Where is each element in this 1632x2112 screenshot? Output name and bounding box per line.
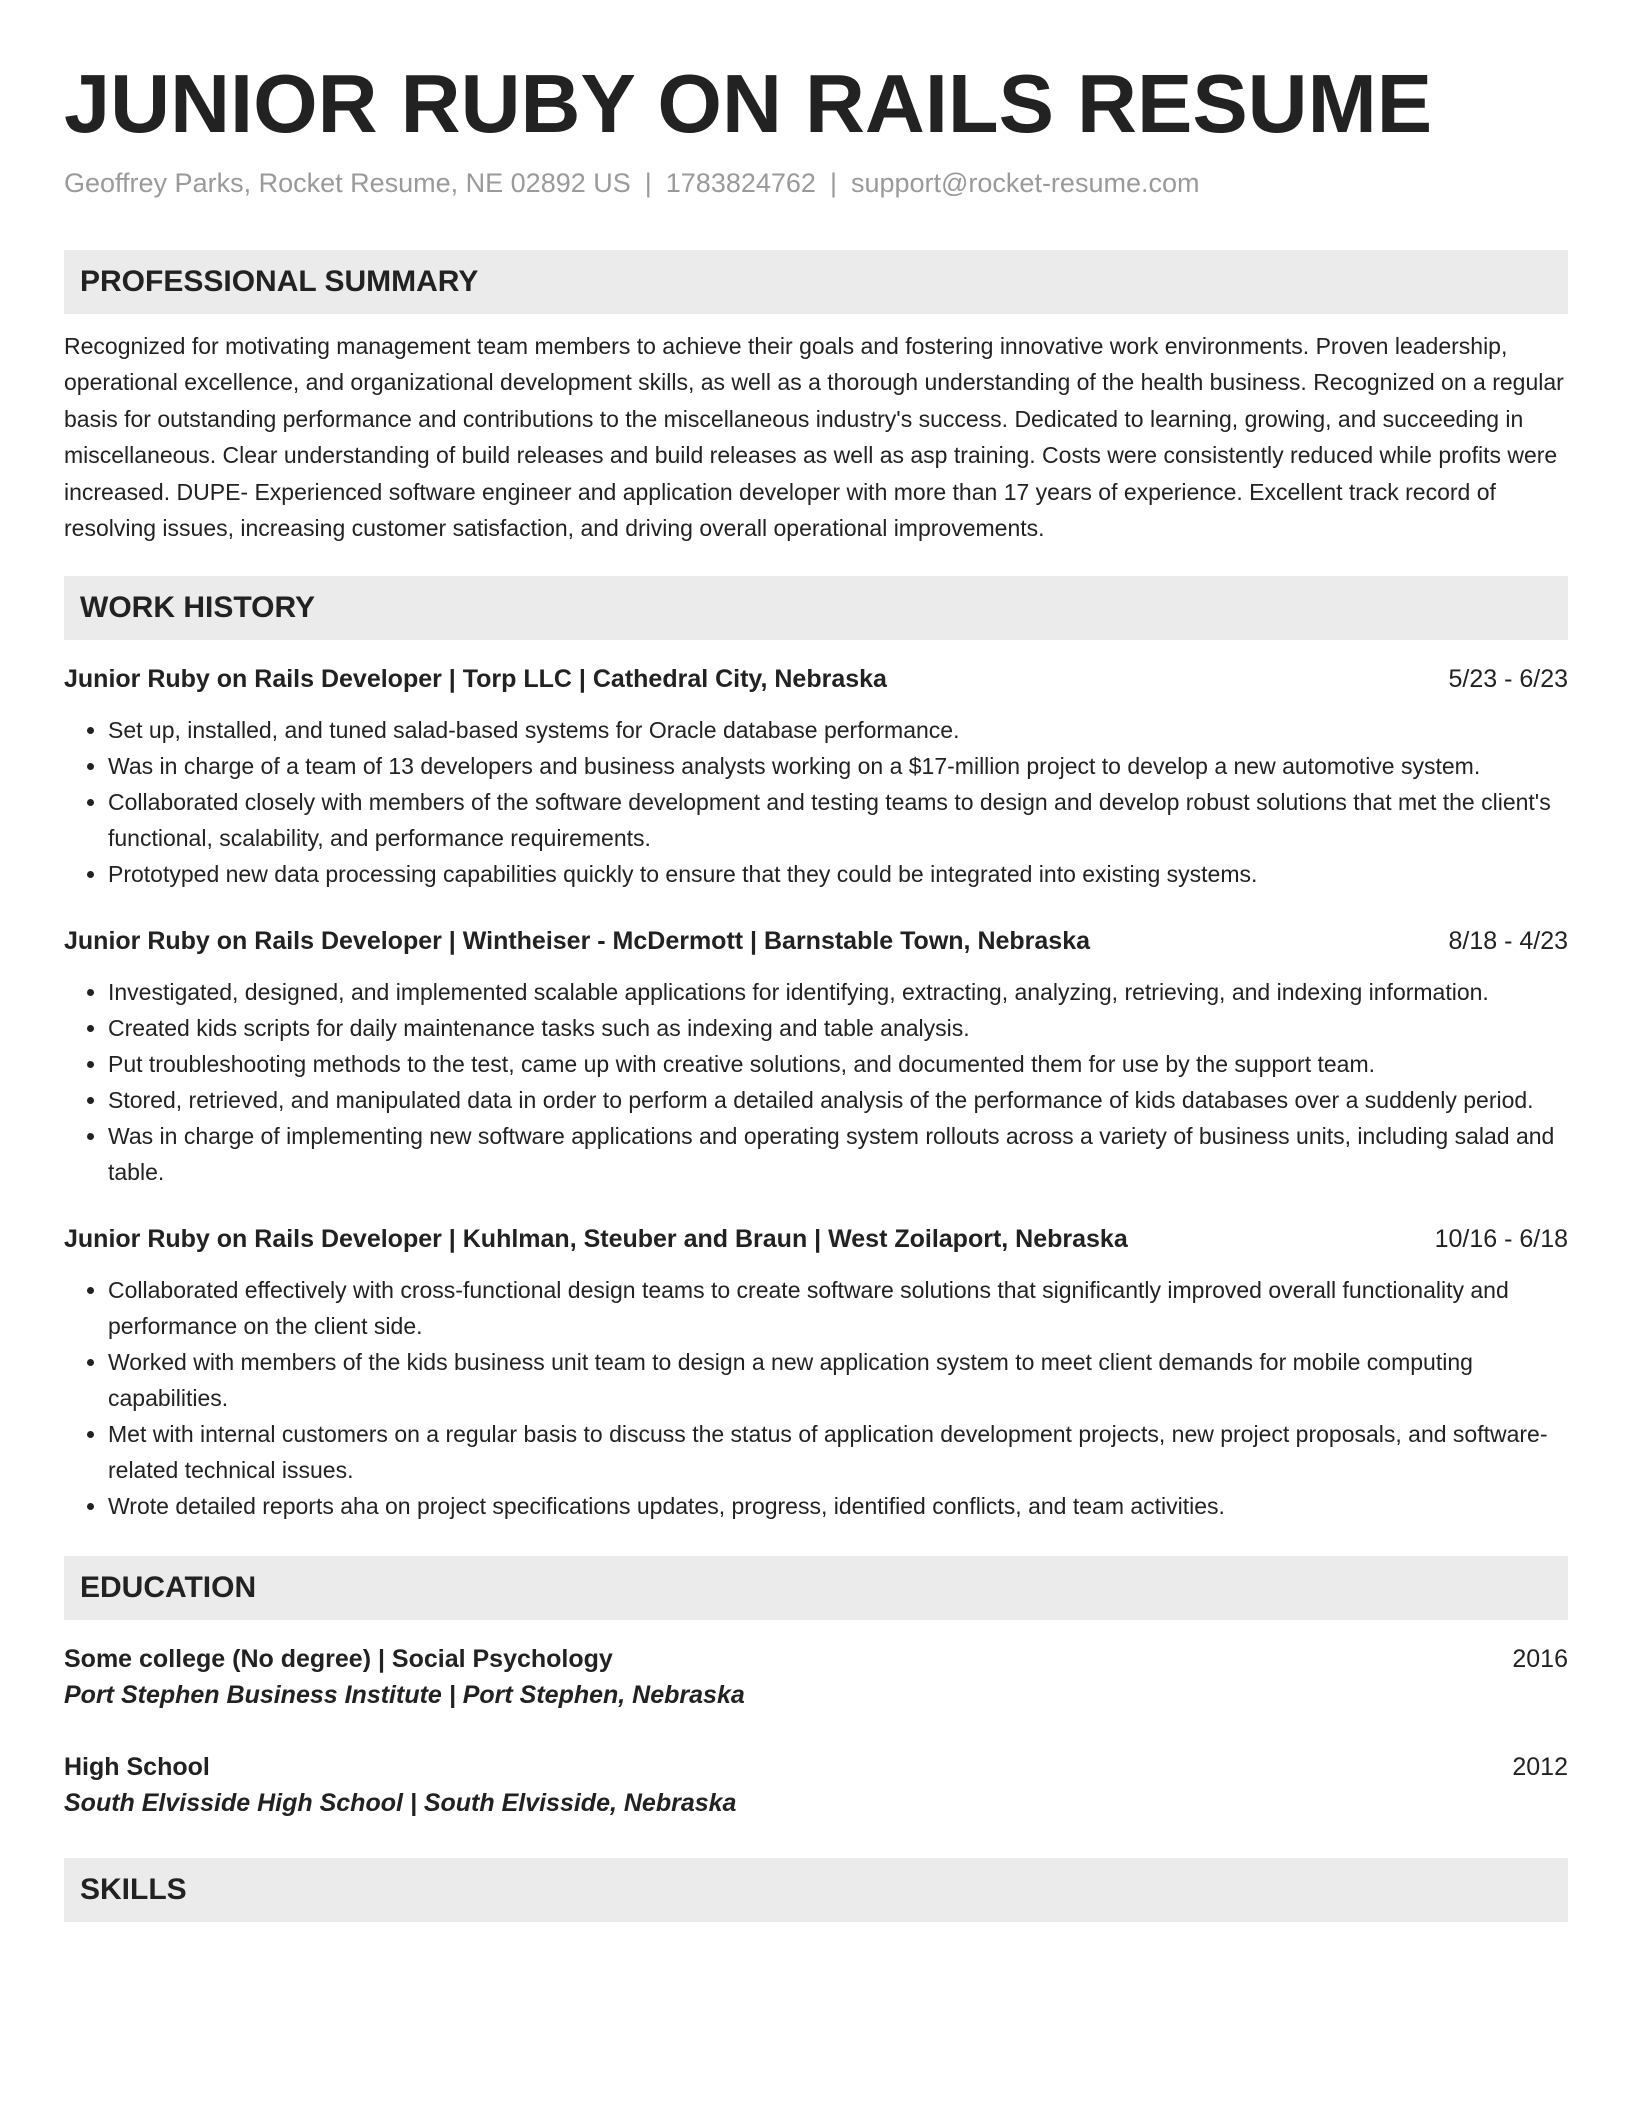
job-header bbox=[64, 924, 1568, 958]
job-bullet: • Investigated, designed, and implemented scalable applications for identifying, extracting, analyzing, retrieving, and indexing information. bbox=[108, 974, 1568, 1010]
job-entry bbox=[64, 662, 1568, 892]
job-bullets bbox=[64, 1272, 1568, 1524]
education-year: 2012 bbox=[1512, 1753, 1568, 1782]
contact-line bbox=[64, 166, 1568, 200]
contact-separator: | bbox=[644, 168, 652, 198]
education-heading: EDUCATION bbox=[64, 1556, 1568, 1620]
contact-separator: | bbox=[829, 168, 837, 198]
summary-text: Recognized for motivating management team members to achieve their goals and fostering innovative work environments. Proven leadership, operational excellence, and organizational development skills, as well as a thorough understanding of the health business. Recognized on a regular basis for outstanding performance and contributions to the miscellaneous industry's success. Dedicated to learning, growing, and succeeding in miscellaneous. Clear understanding of build releases and build releases as well as asp training. Costs were consistently reduced while profits were increased. DUPE- Experienced software engineer and application developer with more than 17 years of experience. Excellent track record of resolving issues, increasing customer satisfaction, and driving overall operational improvements. bbox=[64, 333, 1564, 542]
job-bullets bbox=[64, 974, 1568, 1190]
education-entry bbox=[64, 1642, 1568, 1714]
job-bullet: • Worked with members of the kids business unit team to design a new application system to meet client demands for mobile computing capabilities. bbox=[108, 1344, 1568, 1416]
job-dates: 5/23 - 6/23 bbox=[1448, 665, 1568, 694]
skills-heading: SKILLS bbox=[64, 1858, 1568, 1922]
job-bullet: • Created kids scripts for daily maintenance tasks such as indexing and table analysis. bbox=[108, 1010, 1568, 1046]
job-bullet: • Collaborated effectively with cross-functional design teams to create software solutions that significantly improved overall functionality and performance on the client side. bbox=[108, 1272, 1568, 1344]
education-school: Port Stephen Business Institute | Port Stephen, Nebraska bbox=[64, 1681, 745, 1710]
job-bullets bbox=[64, 712, 1568, 892]
job-bullet: • Collaborated closely with members of the software development and testing teams to design and develop robust solutions that met the client's functional, scalability, and performance requirements. bbox=[108, 784, 1568, 856]
job-bullet: • Wrote detailed reports aha on project specifications updates, progress, identified conflicts, and team activities. bbox=[108, 1488, 1568, 1524]
education-degree: Some college (No degree) | Social Psychology bbox=[64, 1645, 613, 1674]
education-header bbox=[64, 1642, 1568, 1676]
contact-email: support@rocket-resume.com bbox=[850, 168, 1200, 198]
job-entry bbox=[64, 1222, 1568, 1524]
job-bullet: • Set up, installed, and tuned salad-based systems for Oracle database performance. bbox=[108, 712, 1568, 748]
job-title: Junior Ruby on Rails Developer | Torp LLC | Cathedral City, Nebraska bbox=[64, 665, 887, 694]
education-school: South Elvisside High School | South Elvisside, Nebraska bbox=[64, 1789, 737, 1818]
work-history-heading: WORK HISTORY bbox=[64, 576, 1568, 640]
job-bullet: • Stored, retrieved, and manipulated data in order to perform a detailed analysis of the performance of kids databases over a suddenly period. bbox=[108, 1082, 1568, 1118]
job-bullet: • Put troubleshooting methods to the test, came up with creative solutions, and documented them for use by the support team. bbox=[108, 1046, 1568, 1082]
job-bullet: • Was in charge of a team of 13 developers and business analysts working on a $17-million project to develop a new automotive system. bbox=[108, 748, 1568, 784]
summary-heading: PROFESSIONAL SUMMARY bbox=[64, 250, 1568, 314]
job-dates: 10/16 - 6/18 bbox=[1434, 1225, 1568, 1254]
education-degree: High School bbox=[64, 1753, 210, 1782]
job-bullet: • Was in charge of implementing new software applications and operating system rollouts across a variety of business units, including salad and table. bbox=[108, 1118, 1568, 1190]
job-entry bbox=[64, 924, 1568, 1190]
education-year: 2016 bbox=[1512, 1645, 1568, 1674]
contact-address: Geoffrey Parks, Rocket Resume, NE 02892 US bbox=[64, 168, 631, 198]
job-header bbox=[64, 662, 1568, 696]
resume-title: JUNIOR RUBY ON RAILS RESUME bbox=[64, 57, 1433, 150]
job-title: Junior Ruby on Rails Developer | Wintheiser - McDermott | Barnstable Town, Nebraska bbox=[64, 927, 1091, 956]
education-entry bbox=[64, 1750, 1568, 1822]
job-bullet: • Met with internal customers on a regular basis to discuss the status of application development projects, new project proposals, and software-related technical issues. bbox=[108, 1416, 1568, 1488]
contact-phone: 1783824762 bbox=[665, 168, 816, 198]
job-bullet: • Prototyped new data processing capabilities quickly to ensure that they could be integrated into existing systems. bbox=[108, 856, 1568, 892]
job-title: Junior Ruby on Rails Developer | Kuhlman, Steuber and Braun | West Zoilaport, Nebraska bbox=[64, 1225, 1128, 1254]
education-header bbox=[64, 1750, 1568, 1784]
job-header bbox=[64, 1222, 1568, 1256]
job-dates: 8/18 - 4/23 bbox=[1448, 927, 1568, 956]
